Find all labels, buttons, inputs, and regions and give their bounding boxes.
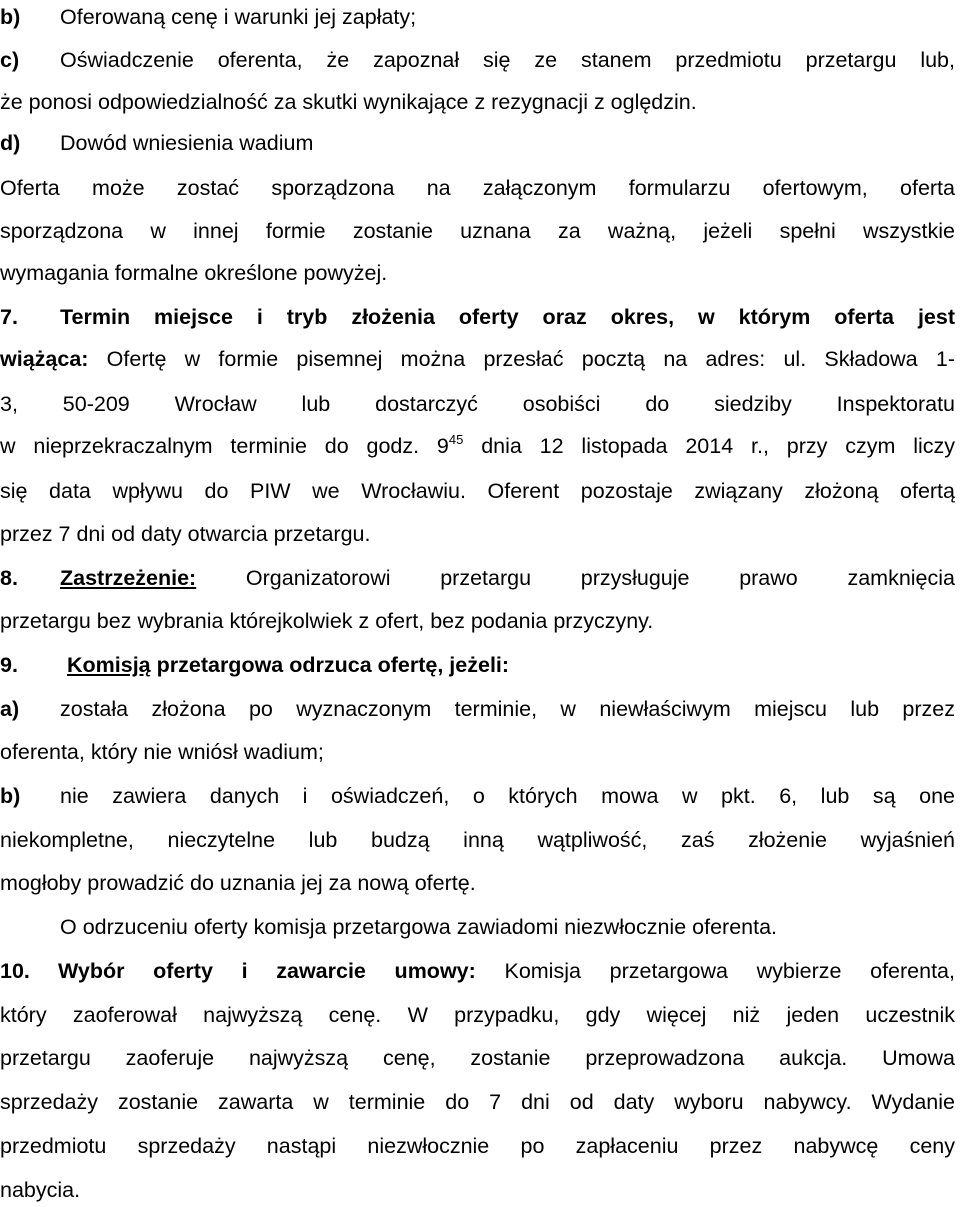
line-text: Oferta może zostać sporządzona na załączonym formularzu ofertowym, oferta [0,176,955,200]
section-title: Zastrzeżenie: [60,566,197,590]
section-title: Termin miejsce i tryb złożenia oferty oraz okres, w którym oferta jest [60,305,955,329]
paragraph-line [0,1089,955,1115]
paragraph-line-indented [0,914,955,940]
section-title-underlined: Komisją [67,653,151,677]
paragraph-line [0,739,955,765]
list-item-d-deposit [0,130,955,156]
paragraph-line [0,870,955,896]
paragraph-line [0,89,955,115]
section-number: 9. [0,653,18,677]
line-text: Organizatorowi przetargu przysługuje prawo zamknięcia [196,566,955,590]
line-text: przetargu bez wybrania którejkolwiek z ofert, bez podania przyczyny. [0,609,654,633]
line-text: Ofertę w formie pisemnej można przesłać pocztą na adres: ul. Składowa 1- [88,347,955,371]
line-text: przedmiotu sprzedaży nastąpi niezwłocznie po zapłaceniu przez nabywcę ceny [0,1134,955,1158]
item-marker: c) [0,48,20,72]
list-item-c-statement [0,47,955,73]
line-text: sprzedaży zostanie zawarta w terminie do 7 dni od daty wyboru nabywcy. Wydanie [0,1090,955,1114]
paragraph-line [0,1133,955,1159]
line-text: Dowód wniesienia wadium [60,131,314,155]
line-text: mogłoby prowadzić do uznania jej za nową ofertę. [0,871,476,895]
line-text: przez 7 dni od daty otwarcia przetargu. [0,522,371,546]
paragraph-line [0,521,955,547]
paragraph-line [0,175,955,201]
paragraph-line [0,218,955,244]
section-title: Wybór oferty i zawarcie umowy: [58,959,476,983]
section-number: 10. [0,959,30,983]
paragraph-line [0,260,955,286]
superscript-minutes: 45 [448,432,464,447]
item-marker: b) [0,784,21,808]
section-title-end: wiążąca: [0,347,89,371]
line-text: O odrzuceniu oferty komisja przetargowa zawiadomi niezwłocznie oferenta. [60,915,778,939]
paragraph-line [0,1002,955,1028]
line-text: Oferowaną cenę i warunki jej zapłaty; [60,5,417,29]
item-marker: d) [0,131,21,155]
paragraph-line [0,608,955,634]
line-text: niekompletne, nieczytelne lub budzą inną wątpliwość, zaś złożenie wyjaśnień [0,828,955,852]
line-text: nie zawiera danych i oświadczeń, o których mowa w pkt. 6, lub są one [60,784,955,808]
list-item-b-incomplete [0,783,955,809]
section-number: 8. [0,566,18,590]
line-text: wymagania formalne określone powyżej. [0,261,388,285]
section-title: przetargowa odrzuca ofertę, jeżeli: [150,653,510,677]
list-item-b-price [0,4,955,30]
paragraph-line [0,1177,955,1203]
paragraph-line [0,346,955,372]
line-text: że ponosi odpowiedzialność za skutki wynikające z rezygnacji z oględzin. [0,90,697,114]
item-marker: b) [0,5,21,29]
line-text: nabycia. [0,1178,81,1202]
section-8-heading [0,565,955,591]
line-text: Komisja przetargowa wybierze oferenta, [475,959,955,983]
paragraph-line [0,433,955,459]
line-text: dnia 12 listopada 2014 r., przy czym liczy [463,434,956,458]
line-text: się data wpływu do PIW we Wrocławiu. Oferent pozostaje związany złożoną ofertą [0,479,955,503]
list-item-a-late [0,696,955,722]
section-number: 7. [0,305,18,329]
line-text: została złożona po wyznaczonym terminie, w niewłaściwym miejscu lub przez [60,697,955,721]
section-7-heading [0,304,955,330]
line-text: oferenta, który nie wniósł wadium; [0,740,324,764]
line-text: który zaoferował najwyższą cenę. W przypadku, gdy więcej niż jeden uczestnik [0,1003,955,1027]
item-marker: a) [0,697,20,721]
section-9-heading [0,652,955,678]
paragraph-line [0,478,955,504]
line-text: sporządzona w innej formie zostanie uznana za ważną, jeżeli spełni wszystkie [0,219,955,243]
line-text: przetargu zaoferuje najwyższą cenę, zostanie przeprowadzona aukcja. Umowa [0,1046,955,1070]
line-text: w nieprzekraczalnym terminie do godz. 9 [0,434,449,458]
line-text: Oświadczenie oferenta, że zapoznał się ze stanem przedmiotu przetargu lub, [60,48,955,72]
section-10-heading [0,958,955,984]
paragraph-line [0,391,955,417]
paragraph-line [0,1045,955,1071]
paragraph-line [0,827,955,853]
line-text: 3, 50-209 Wrocław lub dostarczyć osobiści do siedziby Inspektoratu [0,392,955,416]
